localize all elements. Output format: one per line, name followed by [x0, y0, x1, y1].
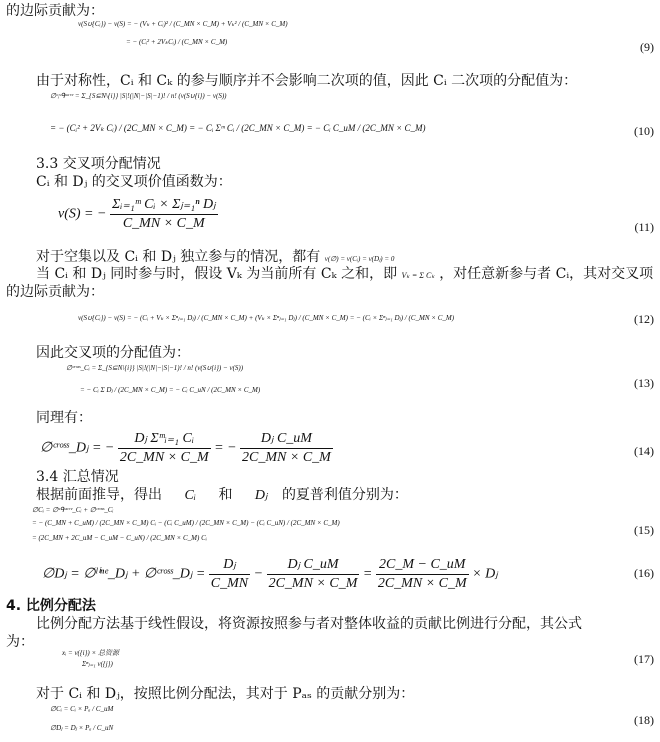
equation-16-operator: = [362, 566, 373, 582]
equation-18-row1: ∅Cᵢ = Cᵢ × Pₐ / C_uM [50, 705, 114, 713]
equation-number-12: (12) [634, 312, 654, 326]
equation-number-18: (18) [634, 713, 654, 727]
equation-16-fraction-1 [209, 556, 250, 593]
equation-14-numerator-1: Dⱼ Σᵐᵢ₌₁ Cᵢ [118, 430, 211, 449]
equation-12: v(S∪{Cᵢ}) − v(S) = − (Cᵢ + Vₖ × Σⁿⱼ₌₁ Dⱼ) / (C_MN × C_M) + (Vₖ × Σⁿⱼ₌₁ Dⱼ) / (C_MN × C_M) = − (Cᵢ × Σⁿⱼ₌₁ Dⱼ) / (C_MN × C_M) [78, 314, 455, 322]
text-segment: 当 Cᵢ 和 Dⱼ 同时参与时，假设 Vₖ 为当前所有 Cₖ 之和，即 [36, 266, 398, 282]
equation-16-fraction-3 [376, 556, 469, 593]
equation-14-denominator-1: 2C_MN × C_M [119, 450, 209, 465]
equation-17-row1: xᵢ = v({i}) × 总资源 [62, 649, 119, 657]
equation-number-11: (11) [634, 220, 654, 234]
text-segment: 对于空集以及 Cᵢ 和 Dⱼ 独立参与的情况，都有 [36, 249, 321, 265]
equation-number-17: (17) [634, 652, 654, 666]
text-segment: 根据前面推导，得出 [36, 487, 162, 503]
equation-10-row1: ∅ᶜᵢˢᑫᵘᵃʳᵉ = Σ_{S⊆N\{i}} |S|!(|N|−|S|−1)! / n! (v(S∪{i}) − v(S)) [50, 92, 227, 100]
equation-10-row2: = − (Cᵢ² + 2Vₖ Cᵢ) / (2C_MN × C_M) = − Cᵢ Σᵐ Cᵢ / (2C_MN × C_M) = − Cᵢ C_uM / (2C_MN × C_M) [50, 123, 426, 133]
equation-18-row2: ∅Dⱼ = Dⱼ × Pₐ / C_uN [50, 724, 114, 732]
text-line [36, 486, 408, 505]
inline-symbol-c: Cᵢ [184, 488, 197, 503]
equation-16-numerator-3: 2C_M − C_uM [376, 556, 469, 575]
text-line: 同理有： [36, 410, 92, 426]
text-line: 因此交叉项的分配值为： [36, 345, 190, 361]
section-heading-3-4: 3.4 汇总情况 [36, 469, 119, 485]
equation-15-row1: ∅Cᵢ = ∅ˢᑫᵘᵃʳᵉ_Cᵢ + ∅ᶜʳᵒˢˢ_Cᵢ [32, 506, 114, 514]
text-line: Cᵢ 和 Dⱼ 的交叉项价值函数为： [36, 174, 232, 190]
equation-number-10: (10) [634, 124, 654, 138]
equation-14 [40, 430, 333, 467]
equation-11 [58, 196, 218, 233]
text-line: 的边际贡献为： [6, 284, 104, 300]
equation-16-fraction-2 [267, 556, 360, 593]
equation-17-row2: Σⁿⱼ₌₁ v({j}) [82, 660, 113, 668]
equation-11-fraction [110, 196, 218, 233]
inline-equation: v(∅) = v(Cᵢ) = v(Dⱼ) = 0 [324, 255, 395, 263]
equation-13-row1: ∅ᶜʳᵒˢˢ_Cᵢ = Σ_{S⊆N\{i}} |S|!(|N|−|S|−1)! / n! (v(S∪{i}) − v(S)) [66, 364, 244, 372]
equation-15-row2: = − (C_MN + C_uM) / (2C_MN × C_M) Cᵢ − (Cᵢ C_uM) / (2C_MN × C_M) − (Cᵢ C_uN) / (2C_MN × C_M) [32, 519, 340, 527]
equation-11-denominator: C_MN × C_M [122, 216, 205, 231]
equation-16-denominator-3: 2C_MN × C_M [377, 576, 467, 591]
text-segment: ，对任意新参与者 Cᵢ，其对交叉项 [439, 266, 654, 282]
equation-16-operator: − [253, 566, 264, 582]
section-heading-4: 4. 比例分配法 [6, 598, 96, 614]
equation-14-fraction-2 [240, 430, 333, 467]
text-line: 由于对称性，Cᵢ 和 Cₖ 的参与顺序并不会影响二次项的值，因此 Cᵢ 二次项的分配值为： [36, 73, 578, 89]
equation-number-13: (13) [634, 376, 654, 390]
equation-11-lhs: v(S) = − [58, 206, 107, 222]
equation-14-mid: = − [214, 440, 237, 456]
equation-13-row2: = − Cᵢ Σ Dⱼ / (2C_MN × C_M) = − Cᵢ C_uN / (2C_MN × C_M) [80, 386, 261, 394]
text-line: 的边际贡献为： [6, 3, 104, 19]
equation-9-row2: = − (Cᵢ² + 2VₖCᵢ) / (C_MN × C_M) [126, 38, 228, 46]
inline-equation: Vₖ = Σ Cₖ [401, 271, 435, 280]
equation-16-denominator-1: C_MN [210, 576, 249, 591]
text-line: 对于 Cᵢ 和 Dⱼ，按照比例分配法，其对于 Pₐₛ 的贡献分别为： [36, 686, 415, 702]
equation-number-16: (16) [634, 566, 654, 580]
equation-11-numerator: Σᵢ₌₁ᵐ Cᵢ × Σⱼ₌₁ⁿ Dⱼ [110, 196, 218, 215]
equation-number-9: (9) [640, 40, 654, 54]
text-segment: 的夏普利值分别为： [281, 487, 408, 503]
equation-16-tail: × Dⱼ [472, 566, 498, 582]
text-segment: 和 [218, 487, 233, 503]
equation-16 [42, 556, 498, 593]
inline-symbol-d: Dⱼ [254, 488, 268, 503]
equation-14-denominator-2: 2C_MN × C_M [242, 450, 331, 465]
text-line: 为： [6, 634, 34, 650]
equation-number-14: (14) [634, 444, 654, 458]
equation-14-lhs: ∅ᶜʳᵒˢˢ_Dⱼ = − [40, 440, 115, 456]
equation-number-15: (15) [634, 523, 654, 537]
equation-9-row1: v(S∪{Cᵢ}) − v(S) = − (Vₖ + Cᵢ)² / (C_MN × C_M) + Vₖ² / (C_MN × C_M) [78, 20, 288, 28]
text-line [36, 265, 653, 285]
equation-16-lhs: ∅Dⱼ = ∅ˡⁱⁿᵉ_Dⱼ + ∅ᶜʳᵒˢˢ_Dⱼ = [42, 566, 206, 582]
section-heading-3-3: 3.3 交叉项分配情况 [36, 156, 161, 172]
equation-15-row3: = (2C_MN + 2C_uM − C_uM − C_uN) / (2C_MN × C_M) Cᵢ [32, 534, 207, 542]
equation-14-numerator-2: Dⱼ C_uM [240, 430, 333, 449]
equation-16-denominator-2: 2C_MN × C_M [268, 576, 358, 591]
text-line: 比例分配方法基于线性假设，将资源按照参与者对整体收益的贡献比例进行分配，其公式 [36, 616, 582, 632]
equation-14-fraction-1 [118, 430, 211, 467]
equation-16-numerator-2: Dⱼ C_uM [267, 556, 360, 575]
equation-16-numerator-1: Dⱼ [209, 556, 250, 575]
